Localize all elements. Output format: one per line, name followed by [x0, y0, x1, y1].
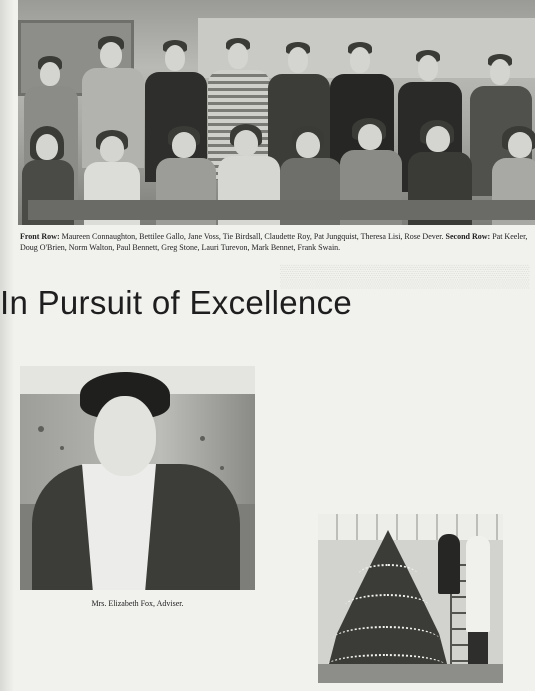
show-through-shadow: ▒▒▒▒▒▒▒▒▒▒▒▒▒▒▒▒	[280, 263, 530, 288]
second-row-names: Pat Keeler, Doug O'Brien, Norm Walton, Paul Bennett, Greg Stone, Lauri Turevon, Mark Bennet, Frank Swain.	[20, 232, 528, 252]
adviser-blouse	[82, 464, 156, 590]
page-title: In Pursuit of Excellence	[0, 284, 353, 321]
group-photo-caption	[20, 232, 535, 253]
group-photo	[18, 0, 535, 225]
front-row-label: Front Row:	[20, 232, 60, 241]
decorator-figure	[438, 534, 460, 594]
adviser-face	[94, 396, 156, 476]
christmas-tree-photo	[318, 514, 503, 683]
second-row-label: Second Row:	[445, 232, 491, 241]
photo-table	[28, 200, 535, 220]
adviser-caption: Mrs. Elizabeth Fox, Adviser.	[91, 599, 184, 608]
floor	[318, 664, 503, 683]
decorator-figure	[466, 536, 490, 632]
page-binding-shadow	[0, 0, 14, 691]
adviser-photo	[20, 366, 255, 590]
front-row-names: Maureen Connaughton, Bettilee Gallo, Jane Voss, Tie Birdsall, Claudette Roy, Pat Jungquist, Theresa Lisi, Rose Dever.	[61, 232, 444, 241]
